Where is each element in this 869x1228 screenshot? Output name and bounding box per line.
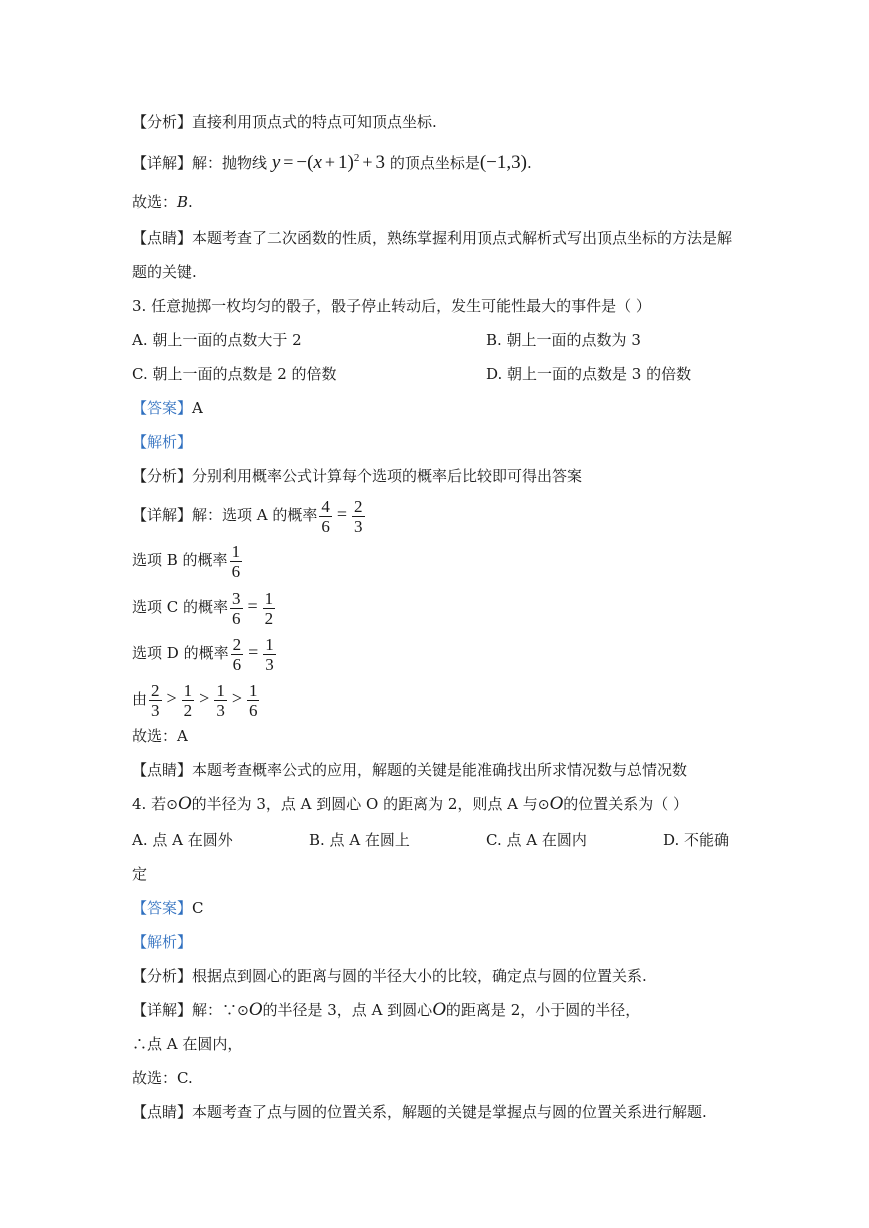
q3-line-b: 选项 B 的概率 $\frac{1}{6}$ [132,541,241,581]
q4-option-d: D. 不能确 [663,831,730,849]
q4-comment: 【点睛】本题考查了点与圆的位置关系，解题的关键是掌握点与圆的位置关系进行解题. [132,1103,707,1121]
q3-option-c: C. 朝上一面的点数是 2 的倍数 [132,365,337,383]
q2-comment-line1: 【点睛】本题考查了二次函数的性质，熟练掌握利用顶点式解析式写出顶点坐标的方法是解 [132,229,733,247]
q2-comment-line2: 题的关键. [132,263,197,281]
q3-option-d: D. 朝上一面的点数是 3 的倍数 [486,365,692,383]
vertex-coordinate: (−1,3) [479,152,527,173]
q4-answer: 【答案】C [132,899,204,917]
detail-tag: 【详解】 [132,154,193,172]
q4-therefore: ∴点 A 在圆内， [132,1035,243,1053]
fraction: $\frac{4}{6}$ [321,496,330,536]
q3-option-b: B. 朝上一面的点数为 3 [486,331,641,349]
q4-explain-tag: 【解析】 [132,933,193,951]
q4-detail: 【详解】解：∵⊙O的半径是 3，点 A 到圆心O的距离是 2，小于圆的半径， [132,999,641,1020]
fraction: $\frac{1}{2}$ [264,588,274,628]
q3-analysis: 【分析】分别利用概率公式计算每个选项的概率后比较即可得出答案 [132,467,583,485]
fraction: $\frac{1}{3}$ [265,634,274,674]
q4-option-c: C. 点 A 在圆内 [486,831,587,849]
q3-line-d: 选项 D 的概率 $\frac{2}{6}$ = $\frac{1}{3}$ [132,634,274,674]
q3-choice: 故选：A [132,727,188,745]
q2-detail: 【详解】解：抛物线 $y = -(x + 1)^2 + 3$ 的顶点坐标是(−1,3). [132,152,532,173]
fraction: $\frac{2}{3}$ [354,496,363,536]
q4-option-d-wrap: 定 [132,865,148,883]
parabola-formula: $y = -(x + 1)^2 + 3$ [271,152,386,173]
q4-option-a: A. 点 A 在圆外 [132,831,233,849]
q2-analysis: 【分析】直接利用顶点式的特点可知顶点坐标. [132,113,437,131]
fraction: $\frac{1}{6}$ [231,541,241,581]
q3-compare: 由 $\frac{2}{3}$ > $\frac{1}{2}$ > $\frac{1}{3}$ > $\frac{1}{6}$ [132,680,258,720]
fraction: $\frac{1}{2}$ [183,680,193,720]
q3-option-a: A. 朝上一面的点数大于 2 [132,331,302,349]
fraction: $\frac{2}{3}$ [151,680,160,720]
q4-choice: 故选：C. [132,1069,193,1087]
q4-analysis: 【分析】根据点到圆心的距离与圆的半径大小的比较，确定点与圆的位置关系. [132,967,647,985]
fraction: $\frac{1}{6}$ [248,680,258,720]
analysis-tag: 【分析】 [132,113,193,131]
circle-o-symbol: ⊙O [166,793,192,814]
circle-o-symbol: ⊙O [237,999,263,1020]
q3-line-c: 选项 C 的概率 $\frac{3}{6}$ = $\frac{1}{2}$ [132,588,274,628]
answer-tag: 【答案】 [132,399,193,417]
fraction: $\frac{1}{3}$ [216,680,225,720]
q4-stem: 4. 若⊙O的半径为 3，点 A 到圆心 O 的距离为 2，则点 A 与⊙O的位置关系为（ ） [132,793,689,814]
q3-comment: 【点睛】本题考查概率公式的应用，解题的关键是能准确找出所求情况数与总情况数 [132,761,688,779]
comment-tag: 【点睛】 [132,229,193,247]
center-o-symbol: O [432,999,446,1020]
fraction: $\frac{3}{6}$ [232,588,241,628]
q3-explain-tag: 【解析】 [132,433,193,451]
q3-answer: 【答案】A [132,399,203,417]
q4-option-b: B. 点 A 在圆上 [309,831,410,849]
q3-stem: 3. 任意抛掷一枚均匀的骰子，骰子停止转动后，发生可能性最大的事件是（ ） [132,297,651,315]
circle-o-symbol: ⊙O [537,793,564,814]
fraction: $\frac{2}{6}$ [232,634,242,674]
q3-detail-a: 【详解】解：选项 A 的概率 $\frac{4}{6}$ = $\frac{2}{3}$ [132,496,363,536]
q2-choice: 故选：B. [132,193,193,211]
